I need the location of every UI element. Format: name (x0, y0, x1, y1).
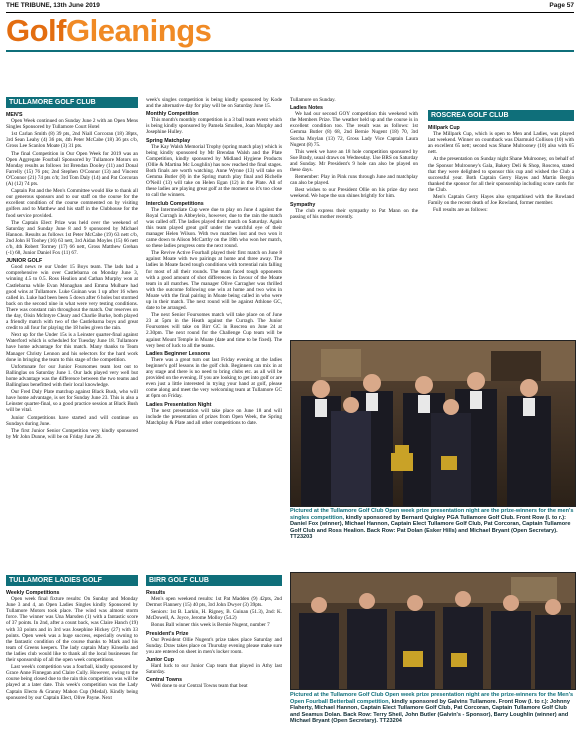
ladies-notes-paragraph: This week we have an 18 hole competition sponsored by Sue Brady, usual draws on Wednesday. Use BRS on Saturday and Sunday. Mr President's 9 hole can also be played on these days. (290, 148, 418, 174)
junior-paragraph: Our Fred Daly Plate matchup against Black Bush, who will have home advantage, is set for Sunday June 23. This is also a Leinster quarter-final, so a good practice session at Black Bush will be vital. (6, 389, 138, 414)
caption-2-text: kindly sponsored by Galvins Tullamore. Front Row (l. to r.): Johnny Flaherty, Michael Hannon, Captain Elect Tullamore Golf Club, Pat Corcoran, Captain Tullamore Golf Club and Seamus Dolan. Back Row: Terry Sheil, John Butler (Galvin's - Sponsor), Barry Loughlin (winner) and Michael Bryant (Open Secretary). TT23204 (290, 698, 570, 725)
beginners-paragraph: There was a great turn out last Friday evening at the ladies beginner's golf lessons in the golf club. Beginners can mix in at any stage and there is no need to bring clubs etc. as all will be provided on the evening. If you are looking to get into golf or are even just a little interested in trying your hand at golf, please come along and meet the very welcoming team at Tullamore GC at 6pm on Friday. (146, 356, 282, 400)
junior-paragraph: The first Junior Senior Competition very kindly sponsored by Mr John Dunne, will be on Friday June 28. (6, 427, 138, 440)
photo-1-caption (290, 508, 574, 568)
presentation-heading: Ladies Presentation Night (146, 401, 212, 408)
issue-date: THE TRIBUNE, 13th June 2019 (6, 2, 100, 9)
mens-paragraph: The final Competition in Our Open Week for 2019 was an Open Aggregate Fourball Sponsored by Tullamore Motors on Monday results as follows 1st Brendan Dooley (11) and Donal Farrelly (15) 76 pts; 2nd Stephen O'Connor (13) and Vincent O'Connor (21) 74 pts c/b; 3rd Tom Daly (14) and Pat Corcoran (A) (12) 74 pts. (6, 150, 138, 188)
millpark-paragraph: Full results are as follows: (433, 207, 488, 214)
monthly-paragraph: This month's monthly competition is a 3 ball team event which is being kindly sponsored by Pamela Smullen, Joan Murphy and Josephine Hulley. (146, 117, 282, 136)
roscrea-column (428, 123, 574, 333)
central-towns-heading: Central Towns (146, 677, 183, 684)
birr-column (146, 588, 282, 734)
millpark-paragraph: The Millpark Cup, which is open to Men and Ladies, was played last weekend. Winner on countback was Diarmuid Collison (10) with an excellent 65 nett; second was Shane Mulrooney (10) also with 65 nett. (428, 131, 574, 156)
ladies-notes-paragraph: Remember: Play in Pink runs through June and matchplay can also be played. (290, 174, 418, 187)
junior-cup-paragraph: Hard luck to our Junior Cup team that played in Athy last Saturday. (146, 663, 282, 676)
mens-paragraph: The Captain Elect Prize was held over the weekend of Saturday and Sunday June 8 and 9 sponsored by Michael Hannon. Results as follows 1st Peter McCabe (19) 63 nett c/b, 2nd John H Toohey (16) 63 nett, 3rd Aidan Moyles (15) 66 nett c/b, 4th Robert Tormey (17) 66 nett, Gross Matthew Grehan (-1) 68, Junior Daniel Fox (11) 67. (6, 219, 138, 257)
junior-paragraph: Next up for the Under 15s is a Leinster quarter-final against Waterford which is scheduled for Tuesday June 18. Tullamore have home advantage for this match. Many thanks to Team Manager Christy Lennon and his selectors for the hard work done in bringing the team to this stage of the competition. (6, 332, 138, 363)
interclub-paragraph: The Revive Active Fourball played their first match on June 8 against Moate with two pairings at home and three away. The ladies in Moate faced tough conditions with torrential rain falling for most of all their rounds. The team faced tough opponents with a good amount of shot differences in favour of the Moate team in all matches. The manager Olive Carragher was thrilled with the outcome following one win at home and two wins in Moate with the final pairing in Moate being called in who were up in their match. The next round will be against Athlone GC, date to be arranged. (146, 250, 282, 312)
ladies-notes-paragraph: We had our second GOY competition this weekend with the Members Prize. The weather held up and the course is in excellent condition too. The result was as follows: 1st Gemma Butler (8) 68, 2nd Bernie Nugent (18) 70, 3rd Sorcha Moylan (13) 72, Gross Lady Vice Captain Laura Nugent (8) 75. (290, 111, 418, 148)
junior-paragraph: Unfortunate for our Junior Foursomes team lost out to Ballinglas on Saturday June 1. Our lads played very well but home advantage was the difference between the two teams and Ballinglass benefitted with their local knowledge. (6, 363, 138, 389)
prize-winners-photo-2 (290, 572, 576, 690)
results-paragraph: Men's open weekend results: 1st Pat Madden (9) 42pts, 2nd Dermot Flannery (15) 40 pts, 3rd John Dwyer (3) 39pts. (146, 596, 282, 609)
monthly-heading: Monthly Competition (146, 111, 199, 118)
page-number: Page 57 (549, 2, 574, 9)
caption-2-lead: Pictured at the Tullamore Golf Club Open week prize presentation night are the prize-winners for the Men's Open Fourball Betterball competition, (290, 692, 574, 705)
sympathy-paragraph: The club express their sympathy to Pat Mann on the passing of his mother recently. (290, 207, 418, 220)
sympathy-heading: Sympathy (290, 201, 316, 208)
interclub-paragraph: The Intermediate Cup were due to play on June 4 against the Royal Curragh in Abbeyleix, however, due to the rain the match was called off. The ladies played their match on Saturday. Again this team played great golf under the watchful eye of their manager Helen Wilson. With two matches lost and two won it came down to Alison McCarthy on the 18th who won her match, so these ladies progress onto the next round. (146, 206, 282, 250)
ladies-notes-paragraph: Best wishes to our President Ollie on his prize day next weekend. We hope the sun shines brightly for him. (290, 187, 418, 200)
junior-paragraph: Good news re our Under 15 Boys team. The lads had a comprehensive win over Castlebarna on Monday June 3, winning 4.5 to 0.5. Ross Healion and Cathan Murphy won at Castlebarna while Evan Monaghan and Emma Mulhare had good wins at Tullamore. Luke Guinan was 1 up after 16 when called in. Luke had been been 5 down after 6 holes but stormed back on the second nine in what were very testing conditions. There was constant rain throughout the match. Our reserves on the day, Oisin McIntyre Cleary and Charlie Burke, both played a friendly match with two of the Castlebarna boys and great credit to all four for playing the 18 holes given the rain. (6, 264, 138, 332)
ladies-section-bar: TULLAMORE LADIES GOLF (6, 575, 138, 586)
photo-2-image (291, 573, 575, 689)
photo-1-image (291, 341, 575, 506)
ladies-notes-heading: Ladies Notes (290, 105, 323, 112)
spring-heading: Spring Matchplay (146, 137, 191, 144)
beginners-heading: Ladies Beginner Lessons (146, 350, 211, 357)
spring-paragraph: The Kay Walsh Memorial Trophy (spring match play) which is being kindly sponsored by Mr Brendan Walsh and the Plate Competition, kindly sponsored by Midland Hygiene Products (Ollie & Martina Mc Loughlin) has now reached the final stages. Both finals are worth watching. Anne Wynne (13) will take on Gemma Butler (8) in the Spring match play final and Richelle O'Neill (13) will take on Helen Egan (12) in the Plate. All of these ladies are playing great golf at the moment so it's too close to call the winners. (146, 143, 282, 199)
results-paragraph: Bonus Ball winner this week is Bernie Nugent, number 7 (151, 622, 270, 629)
caption-1-lead: Pictured at the Tullamore Golf Club Open week prize presentation night are the prize-winners for the men's singles competition, (290, 508, 574, 521)
results-heading: Results (146, 590, 166, 596)
results-paragraph: Seniors: 1st B. Larkin, H. Rigney, B. Guinan (51.3), 2nd: K. McDowell, A. Joyce, Jerome Molloy (54.2) (146, 609, 282, 622)
ladies-continued-column (146, 97, 282, 570)
weekly-paragraph: Last week's competition was a fourball, kindly sponsored by Grace Anne Finnegan and Claire Cully. However, owing to the course being closed due to the rain this competition was will be played at a later date. This week's competition was the Lady Captain Electo & Granny Mahon Cup (Medal). Kindly being sponsored by our Captain Elect, Olive Payne. Next (6, 664, 138, 701)
interclub-heading: Interclub Competitions (146, 200, 204, 207)
caption-1-text: kindly sponsored by Bernard Quigley PGA Tullamore Golf Club. Front Row (l. to r.): Daniel Fox (winner), Michael Hannon, Captain Elect Tullamore Golf Club, Pat Corcoran, Captain Tullamore Golf Club and Ross Healion. Back Row: Pat Dolan (Esker Hills) and Michael Bryant (Open Secretary). TT23203 (290, 514, 571, 541)
masthead-gleanings: Gleanings (66, 13, 212, 48)
mens-paragraph: 1st Carlan Smith (8) 39 pts, 2nd Niall Corcoran (18) 38pts, 3rd Sean Leahy (4) 36 pts, 4th Peter McCabe (18) 36 pts c/b, Gross Lee Scanlon Moate (3) 31 pts. (6, 131, 138, 150)
president-paragraph: Our President Ollie Nugent's prize takes place Saturday and Sunday. Draw takes place on Thursday evening please make sure you are entered on sheet in men's locker room. (146, 636, 282, 655)
continued-line: Tullamore on Sunday. (290, 97, 336, 103)
photo-2-caption (290, 692, 574, 736)
birr-section-bar: BIRR GOLF CLUB (146, 575, 282, 586)
prize-winners-photo-1 (290, 340, 576, 507)
president-heading: President's Prize (146, 630, 189, 637)
weekly-heading: Weekly Competitions (6, 590, 60, 596)
junior-cup-heading: Junior Cup (146, 656, 174, 663)
mens-paragraph: Open Week continued on Sunday June 2 with an Open Mens Singles Sponsored by Tullamore Court Hotel (6, 118, 138, 131)
masthead-rule (6, 50, 574, 52)
continued-paragraph: week's singles competition is being kindly sponsored by Kode and the alternative day for play will be on Saturday June 15. (146, 97, 282, 110)
junior-golf-heading: JUNIOR GOLF (6, 258, 43, 265)
mens-heading: MEN'S (6, 112, 23, 118)
tullamore-column (6, 110, 138, 570)
presentation-paragraph: The next presentation will take place on June 18 and will include the presentation of prizes from Open Week, the Spring Matchplay & Plate and all other competitions to date. (146, 407, 282, 426)
tullamore-section-bar: TULLAMORE GOLF CLUB (6, 97, 138, 108)
masthead (6, 14, 211, 48)
ladies-column (6, 588, 138, 734)
millpark-heading: Millpark Cup (428, 125, 460, 131)
roscrea-section-bar: ROSCREA GOLF CLUB (428, 110, 574, 121)
millpark-paragraph: Men's Captain Gerry Hayes also sympathised with the Rowland Family on the recent death of Joe Rowland, former member. (428, 194, 574, 207)
masthead-golf: Golf (6, 13, 66, 48)
page-header (6, 2, 574, 13)
mens-paragraph: Captain Pat and the Men's Committee would like to thank all our generous sponsors and to our staff on the course for the excellent condition of the course commented on by visiting golfers and to Matthew and his staff in the Clubhouse for the food service provided. (6, 188, 138, 219)
millpark-paragraph: At the presentation on Sunday night Shane Mulrooney, on behalf of the Sponsor Mulrooney's Gala, Bakery Deli & Shop, Roscrea, stated that they were delighted to sponsor this cup and wished the Club a successful year. Both Captain Gerry Hayes and Martin Bergin thanked the sponsor for all their sponsorship including score cards for the Club. (428, 156, 574, 193)
weekly-paragraph: Open week final fixture results: On Sunday and Monday June 3 and 4, an Open Ladies Singles kindly Sponsored by Tullamore Motors took place. The wind was almost storm force. The winner was Una Marsden (1) with a fantastic score of 37 points. In 2nd, after a count back, was Claire Hanch (19) with 33 points and in 3rd was Josephine Hickey (27) with 33 points. Open week was a huge success, especially owning to the fantastic condition of the course thanks to Mark and his team of Greens keepers. The lady captain Mary Kinsella and the ladies club would like to thank all the local businesses for their sponsorship of all the open week competitions. (6, 596, 138, 664)
central-towns-paragraph: Well done to our Central Towns team that beat (151, 683, 248, 690)
junior-paragraph: Junior Competitions have started and will continue on Sundays during June. (6, 414, 138, 427)
interclub-paragraph: The next Senior Foursomes match will take place on of June 23 at 5pm in the Heath against the Curragh. The Junior Foursomes will take on Birr GC in Roscrea on June 24 at 2.30pm. The next round for the Challenge Cup team will be against Mount Temple in Moate (date and time to be fixed). The very best of luck to all the teams. (146, 312, 282, 349)
ladies-notes-column (290, 97, 418, 333)
